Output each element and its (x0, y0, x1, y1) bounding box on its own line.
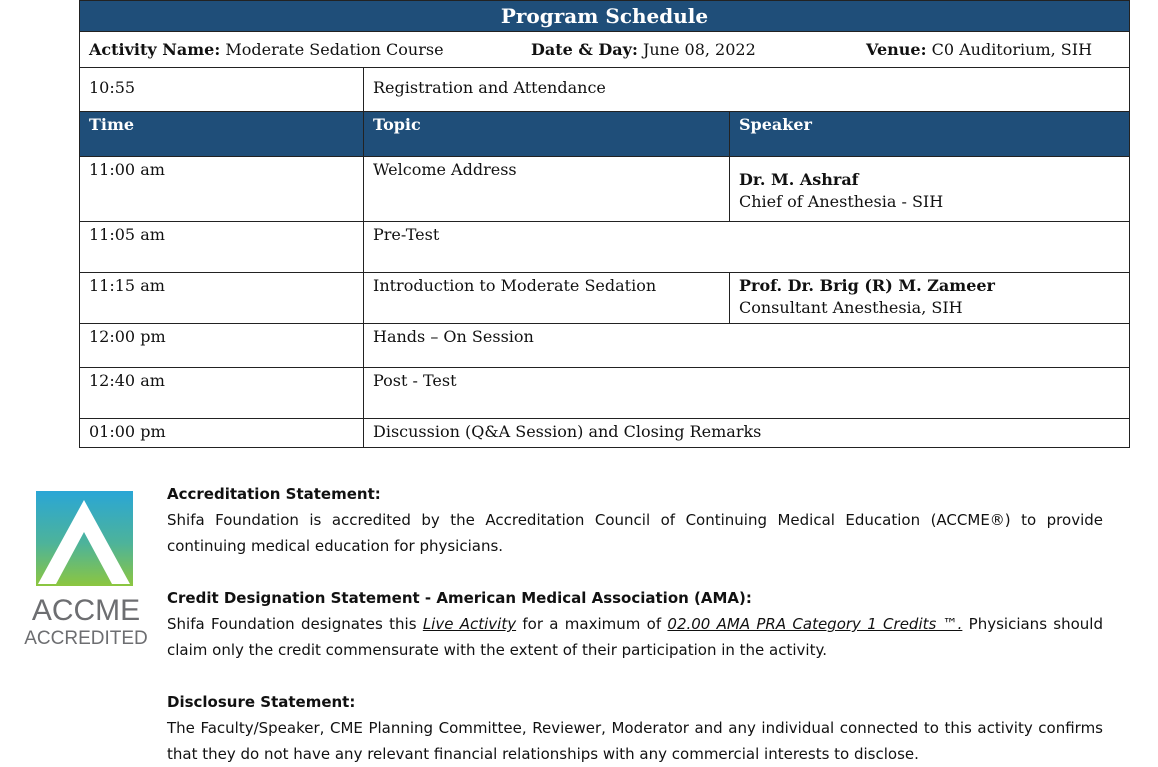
schedule-row (80, 419, 1130, 448)
disclosure-heading: Disclosure Statement: (167, 693, 356, 711)
credit-text: Shifa Foundation designates this Live Activity for a maximum of 02.00 AMA PRA Category 1 Credits ™. Physicians should claim only the credit commensurate with the extent of their participation in the activity. (167, 615, 1103, 659)
header-speaker: Speaker (730, 112, 1130, 157)
header-topic: Topic (364, 112, 730, 157)
schedule-title: Program Schedule (80, 1, 1130, 32)
row-topic: Pre-Test (364, 222, 1130, 273)
accme-accredited-logo (24, 490, 149, 650)
schedule-row (80, 222, 1130, 273)
row-speaker (730, 157, 1130, 222)
schedule-row (80, 324, 1130, 368)
activity-name: Activity Name: Moderate Sedation Course (89, 40, 444, 59)
row-topic: Welcome Address (364, 157, 730, 222)
accme-logo-icon (24, 490, 149, 650)
activity-info-row (80, 32, 1130, 68)
row-topic: Post - Test (364, 368, 1130, 419)
header-time: Time (80, 112, 364, 157)
registration-topic: Registration and Attendance (364, 68, 1130, 112)
credit-heading: Credit Designation Statement - American Medical Association (AMA): (167, 589, 752, 607)
row-topic: Introduction to Moderate Sedation (364, 273, 730, 324)
accreditation-text: Shifa Foundation is accredited by the Accreditation Council of Continuing Medical Education (ACCME®) to provide continuing medical education for physicians. (167, 511, 1103, 555)
program-schedule-table (79, 0, 1130, 448)
row-time: 11:05 am (80, 222, 364, 273)
speaker-name: Dr. M. Ashraf (739, 170, 859, 189)
credits-link: 02.00 AMA PRA Category 1 Credits ™. (667, 615, 963, 633)
row-time: 12:00 pm (80, 324, 364, 368)
disclosure-text: The Faculty/Speaker, CME Planning Committee, Reviewer, Moderator and any individual connected to this activity confirms that they do not have any relevant financial relationships with any commercial interests to disclose. (167, 719, 1103, 763)
schedule-header-row (80, 112, 1130, 157)
row-time: 11:00 am (80, 157, 364, 222)
live-activity-link: Live Activity (422, 615, 517, 633)
statements-section (167, 481, 1103, 767)
schedule-title-row (80, 1, 1130, 32)
row-topic: Discussion (Q&A Session) and Closing Remarks (364, 419, 1130, 448)
svg-text:ACCREDITED: ACCREDITED (24, 628, 148, 649)
row-time: 12:40 am (80, 368, 364, 419)
row-time: 01:00 pm (80, 419, 364, 448)
registration-time: 10:55 (80, 68, 364, 112)
row-topic: Hands – On Session (364, 324, 1130, 368)
svg-text:ACCME: ACCME (31, 594, 141, 627)
speaker-name: Prof. Dr. Brig (R) M. Zameer (739, 276, 995, 295)
schedule-row (80, 368, 1130, 419)
row-speaker (730, 273, 1130, 324)
schedule-row (80, 273, 1130, 324)
registration-row (80, 68, 1130, 112)
activity-venue: Venue: C0 Auditorium, SIH (866, 40, 1093, 59)
speaker-role: Chief of Anesthesia - SIH (739, 192, 944, 211)
accreditation-heading: Accreditation Statement: (167, 485, 381, 503)
activity-date: Date & Day: June 08, 2022 (531, 40, 756, 59)
speaker-role: Consultant Anesthesia, SIH (739, 298, 963, 317)
schedule-row (80, 157, 1130, 222)
row-time: 11:15 am (80, 273, 364, 324)
